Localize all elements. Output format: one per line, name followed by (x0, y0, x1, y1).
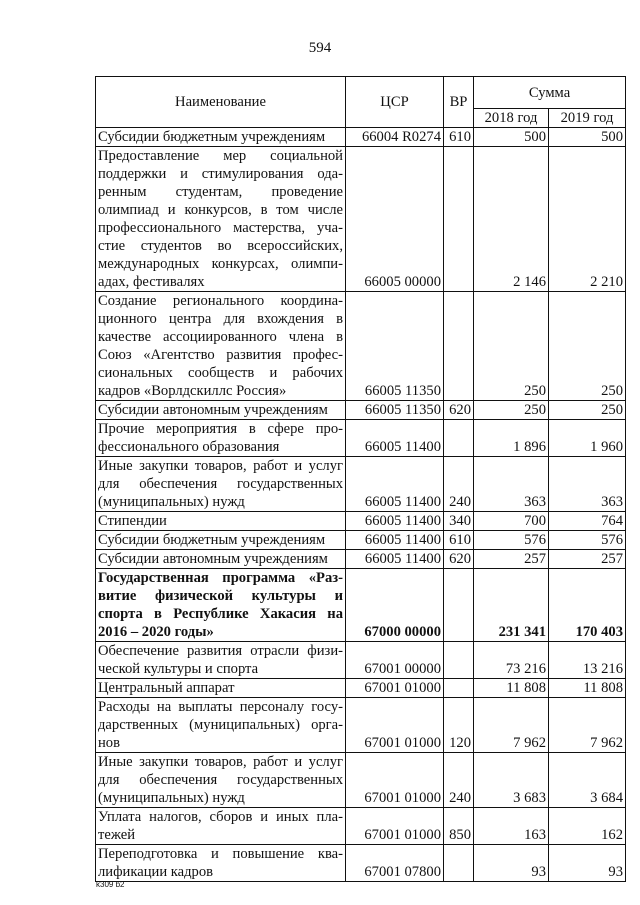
table-row (96, 550, 626, 569)
row-sum-2019: 7 962 (549, 698, 626, 753)
page-number: 594 (308, 40, 332, 56)
row-sum-2018: 250 (474, 401, 549, 420)
row-name: Центральный аппарат (96, 679, 346, 698)
table-row (96, 845, 626, 882)
row-sum-2018: 2 146 (474, 147, 549, 292)
row-sum-2018: 231 341 (474, 569, 549, 642)
row-csr: 67001 01000 (346, 753, 444, 808)
row-sum-2019: 764 (549, 512, 626, 531)
table-row (96, 569, 626, 642)
table-row (96, 292, 626, 401)
footer-code: k309 b2 (96, 880, 125, 889)
table-row (96, 401, 626, 420)
row-name: Предоставление мер социальной поддержки и стимулирования одаренным студентам, проведение олимпиад и конкурсов, в том числе профессионального мастерства, участие студентов во всероссийских, международных конкурсах, олимпиадах, фестивалях (96, 147, 346, 292)
row-sum-2019: 363 (549, 457, 626, 512)
row-sum-2018: 700 (474, 512, 549, 531)
row-name: Расходы на выплаты персоналу государственных (муниципальных) органов (96, 698, 346, 753)
row-sum-2019: 1 960 (549, 420, 626, 457)
row-name: Стипендии (96, 512, 346, 531)
header-year-2018: 2018 год (474, 109, 549, 128)
row-name: Уплата налогов, сборов и иных платежей (96, 808, 346, 845)
row-name: Государственная программа «Развитие физической культуры и спорта в Республике Хакасия на 2016 – 2020 годы» (96, 569, 346, 642)
table-row (96, 457, 626, 512)
table-row (96, 753, 626, 808)
header-name: Наименование (96, 77, 346, 128)
row-vr: 610 (444, 531, 474, 550)
row-sum-2018: 93 (474, 845, 549, 882)
row-vr (444, 642, 474, 679)
row-vr (444, 569, 474, 642)
row-vr: 610 (444, 128, 474, 147)
budget-table (95, 76, 626, 882)
header-sum: Сумма (474, 77, 626, 109)
row-csr: 66005 11400 (346, 420, 444, 457)
row-sum-2019: 2 210 (549, 147, 626, 292)
row-vr: 240 (444, 753, 474, 808)
row-sum-2018: 11 808 (474, 679, 549, 698)
row-name: Иные закупки товаров, работ и услуг для обеспечения государственных (муниципальных) нужд (96, 753, 346, 808)
table-body (96, 128, 626, 882)
table-row (96, 642, 626, 679)
row-name: Прочие мероприятия в сфере профессионального образования (96, 420, 346, 457)
row-sum-2019: 3 684 (549, 753, 626, 808)
row-csr: 67001 01000 (346, 698, 444, 753)
row-name: Переподготовка и повышение квалификации кадров (96, 845, 346, 882)
row-sum-2019: 500 (549, 128, 626, 147)
row-csr: 66005 11400 (346, 550, 444, 569)
table-row (96, 512, 626, 531)
row-vr: 340 (444, 512, 474, 531)
row-sum-2018: 363 (474, 457, 549, 512)
row-csr: 67001 00000 (346, 642, 444, 679)
row-csr: 67001 01000 (346, 679, 444, 698)
table-row (96, 698, 626, 753)
row-name: Субсидии автономным учреждениям (96, 401, 346, 420)
row-vr: 240 (444, 457, 474, 512)
row-sum-2018: 257 (474, 550, 549, 569)
row-sum-2018: 250 (474, 292, 549, 401)
row-sum-2018: 576 (474, 531, 549, 550)
row-csr: 66005 11400 (346, 512, 444, 531)
row-vr (444, 679, 474, 698)
row-vr (444, 147, 474, 292)
row-sum-2018: 73 216 (474, 642, 549, 679)
row-sum-2018: 1 896 (474, 420, 549, 457)
table-row (96, 147, 626, 292)
row-csr: 67000 00000 (346, 569, 444, 642)
row-csr: 67001 01000 (346, 808, 444, 845)
row-sum-2019: 162 (549, 808, 626, 845)
row-sum-2019: 13 216 (549, 642, 626, 679)
row-vr (444, 845, 474, 882)
row-csr: 66005 11400 (346, 457, 444, 512)
row-csr: 66005 11350 (346, 401, 444, 420)
row-csr: 66005 11400 (346, 531, 444, 550)
row-csr: 66005 11350 (346, 292, 444, 401)
row-sum-2018: 3 683 (474, 753, 549, 808)
row-sum-2019: 93 (549, 845, 626, 882)
table-row (96, 531, 626, 550)
row-vr (444, 420, 474, 457)
row-vr: 620 (444, 550, 474, 569)
row-name: Создание регионального координационного центра для вхождения в качестве ассоциированного члена в Союз «Агентство развития профессиональных сообществ и рабочих кадров «Ворлдскиллс Россия» (96, 292, 346, 401)
header-year-2019: 2019 год (549, 109, 626, 128)
row-csr: 66005 00000 (346, 147, 444, 292)
row-sum-2018: 163 (474, 808, 549, 845)
row-vr: 850 (444, 808, 474, 845)
row-sum-2019: 257 (549, 550, 626, 569)
row-sum-2019: 250 (549, 292, 626, 401)
table-row (96, 128, 626, 147)
row-name: Субсидии бюджетным учреждениям (96, 531, 346, 550)
row-vr: 620 (444, 401, 474, 420)
row-csr: 66004 R0274 (346, 128, 444, 147)
table-row (96, 808, 626, 845)
row-name: Субсидии автономным учреждениям (96, 550, 346, 569)
row-vr (444, 292, 474, 401)
header-vr: ВР (444, 77, 474, 128)
table-row (96, 420, 626, 457)
row-sum-2018: 7 962 (474, 698, 549, 753)
row-name: Иные закупки товаров, работ и услуг для обеспечения государственных (муниципальных) нужд (96, 457, 346, 512)
row-sum-2019: 11 808 (549, 679, 626, 698)
row-sum-2019: 576 (549, 531, 626, 550)
row-name: Обеспечение развития отрасли физической культуры и спорта (96, 642, 346, 679)
row-vr: 120 (444, 698, 474, 753)
row-sum-2019: 250 (549, 401, 626, 420)
row-sum-2019: 170 403 (549, 569, 626, 642)
table-row (96, 679, 626, 698)
row-name: Субсидии бюджетным учреждениям (96, 128, 346, 147)
row-sum-2018: 500 (474, 128, 549, 147)
row-csr: 67001 07800 (346, 845, 444, 882)
header-csr: ЦСР (346, 77, 444, 128)
